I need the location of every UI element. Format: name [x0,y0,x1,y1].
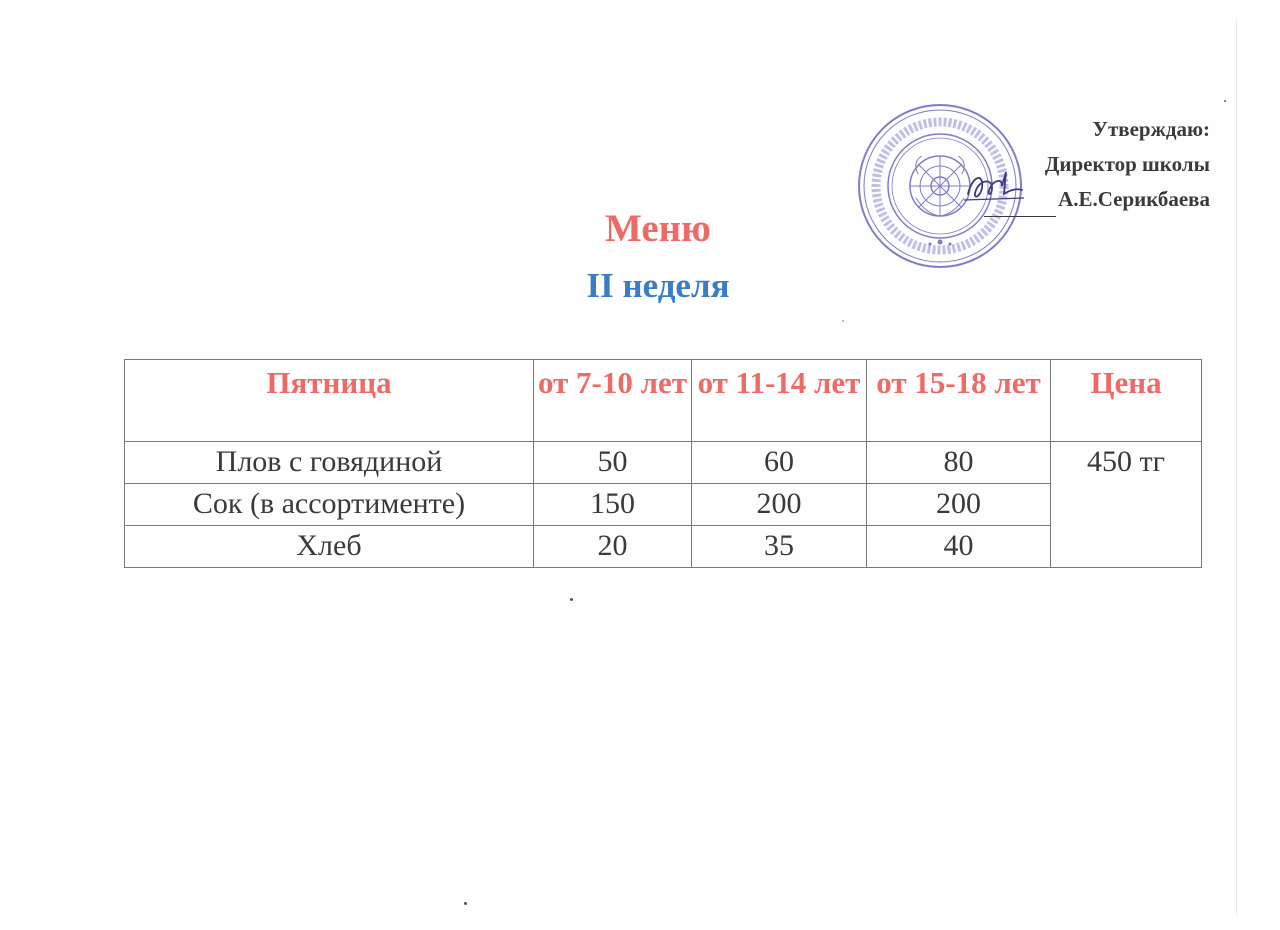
scan-speck [464,902,467,905]
portion-15-18: 200 [867,484,1051,526]
portion-7-10: 150 [534,484,692,526]
table-row [125,484,1202,526]
dish-name: Хлеб [125,526,534,568]
dish-name: Сок (в ассортименте) [125,484,534,526]
header-price: Цена [1051,360,1202,442]
scan-edge-line [1236,20,1237,915]
approval-line-position: Директор школы [1044,152,1210,176]
page-subtitle-week: II неделя [586,266,730,305]
header-age-7-10: от 7-10 лет [534,360,692,442]
approval-line-approve: Утверждаю: [1092,117,1210,141]
header-age-11-14: от 11-14 лет [692,360,867,442]
portion-7-10: 50 [534,442,692,484]
scan-speck [842,320,844,322]
header-day: Пятница [125,360,534,442]
portion-15-18: 40 [867,526,1051,568]
header-age-15-18: от 15-18 лет [867,360,1051,442]
portion-11-14: 60 [692,442,867,484]
signature-icon [962,164,1026,208]
scan-speck [570,598,573,601]
director-name: А.Е.Серикбаева [1058,187,1210,211]
table-row [125,442,1202,484]
scan-speck [1224,100,1226,102]
page-title: Меню [605,207,711,250]
table-row [125,526,1202,568]
dish-name: Плов с говядиной [125,442,534,484]
portion-15-18: 80 [867,442,1051,484]
portion-11-14: 35 [692,526,867,568]
portion-11-14: 200 [692,484,867,526]
portion-7-10: 20 [534,526,692,568]
table-header-row [125,360,1202,442]
menu-table [124,359,1202,568]
price-cell: 450 тг [1051,442,1202,568]
